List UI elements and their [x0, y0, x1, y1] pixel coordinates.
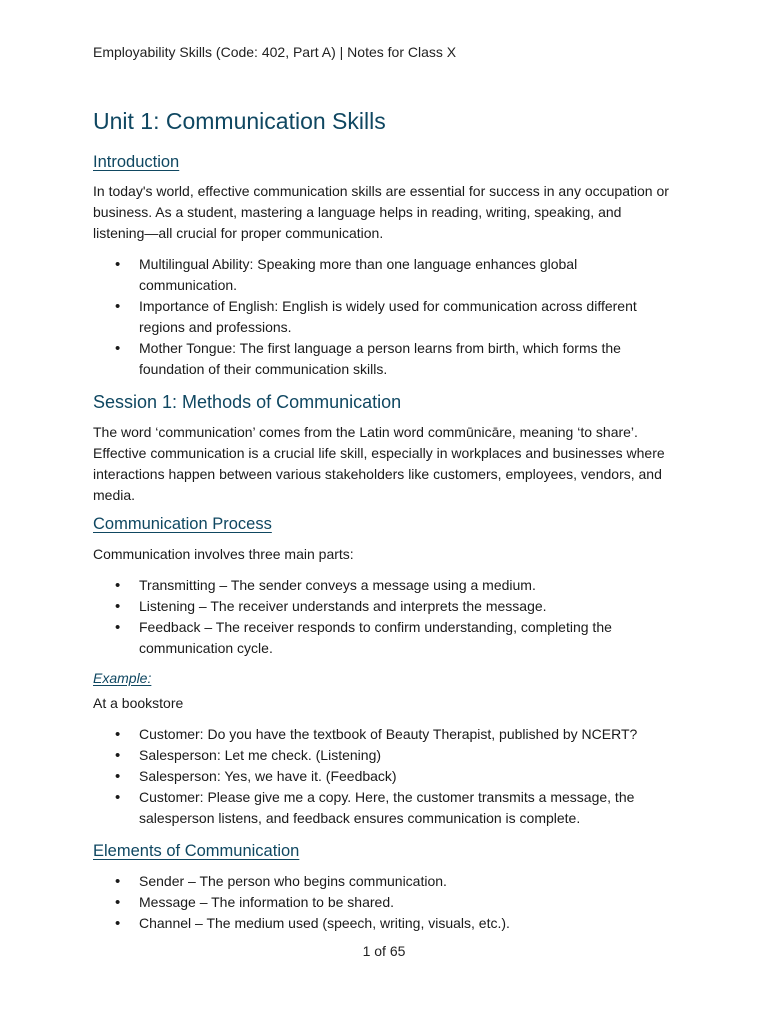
introduction-list [93, 254, 673, 380]
list-item: • Customer: Do you have the textbook of Beauty Therapist, published by NCERT? [93, 724, 673, 745]
page-header: Employability Skills (Code: 402, Part A) | Notes for Class X [93, 44, 457, 60]
unit-title: Unit 1: Communication Skills [93, 108, 386, 134]
list-item: • Listening – The receiver understands and interprets the message. [93, 596, 673, 617]
list-item: • Channel – The medium used (speech, writing, visuals, etc.). [93, 913, 673, 934]
process-heading: Communication Process [93, 515, 272, 533]
elements-list [93, 871, 673, 934]
elements-heading: Elements of Communication [93, 842, 300, 860]
list-item: • Customer: Please give me a copy. Here, the customer transmits a message, the salesperson listens, and feedback ensures communication is complete. [93, 787, 673, 829]
list-item: • Multilingual Ability: Speaking more than one language enhances global communication. [93, 254, 673, 296]
session1-heading: Session 1: Methods of Communication [93, 392, 402, 412]
list-item: • Feedback – The receiver responds to confirm understanding, completing the communication cycle. [93, 617, 673, 659]
session1-paragraph: The word ‘communication’ comes from the Latin word commūnicāre, meaning ‘to share’. Effective communication is a crucial life skill, especially in workplaces and businesses where interactions happen between various stakeholders like customers, employees, vendors, and media. [93, 424, 665, 503]
example-list [93, 724, 673, 829]
example-label: Example: [93, 670, 152, 686]
list-item: • Sender – The person who begins communication. [93, 871, 673, 892]
process-intro: Communication involves three main parts: [93, 546, 354, 562]
list-item: • Mother Tongue: The first language a person learns from birth, which forms the foundation of their communication skills. [93, 338, 673, 380]
list-item: • Message – The information to be shared. [93, 892, 673, 913]
list-item: • Transmitting – The sender conveys a message using a medium. [93, 575, 673, 596]
introduction-heading: Introduction [93, 153, 180, 171]
list-item: • Salesperson: Yes, we have it. (Feedback) [93, 766, 673, 787]
list-item: • Importance of English: English is widely used for communication across different regions and professions. [93, 296, 673, 338]
page-number: 1 of 65 [362, 943, 406, 959]
process-list [93, 575, 673, 659]
example-setting: At a bookstore [93, 695, 184, 711]
introduction-paragraph: In today's world, effective communication skills are essential for success in any occupation or business. As a student, mastering a language helps in reading, writing, speaking, and listening—all crucial for proper communication. [93, 183, 669, 241]
list-item: • Salesperson: Let me check. (Listening) [93, 745, 673, 766]
